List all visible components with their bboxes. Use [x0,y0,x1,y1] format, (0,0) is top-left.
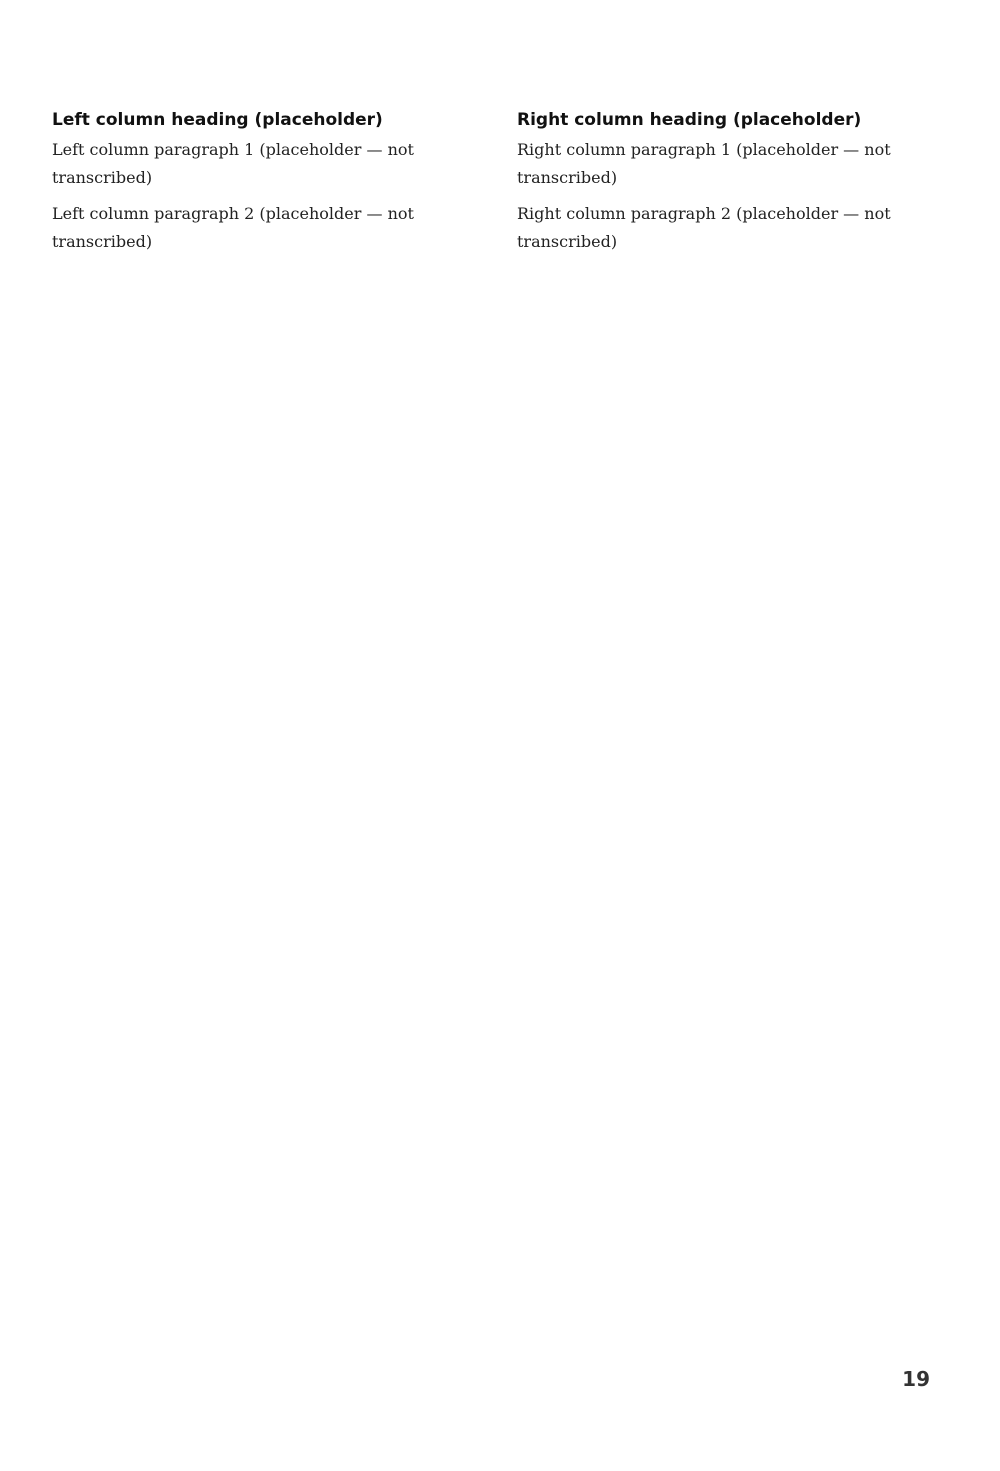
right-column [505,96,960,1375]
right-column-paragraph: Right column paragraph 1 (placeholder — not transcribed) [517,140,891,187]
left-column-paragraph: Left column paragraph 1 (placeholder — not transcribed) [52,140,414,187]
left-column-heading: Left column heading (placeholder) [52,110,383,130]
right-column-paragraph: Right column paragraph 2 (placeholder — not transcribed) [517,204,891,251]
left-column-paragraph: Left column paragraph 2 (placeholder — not transcribed) [52,204,414,251]
page-number: 19 [902,1367,930,1391]
right-column-heading: Right column heading (placeholder) [517,110,862,130]
left-column [40,96,495,1375]
